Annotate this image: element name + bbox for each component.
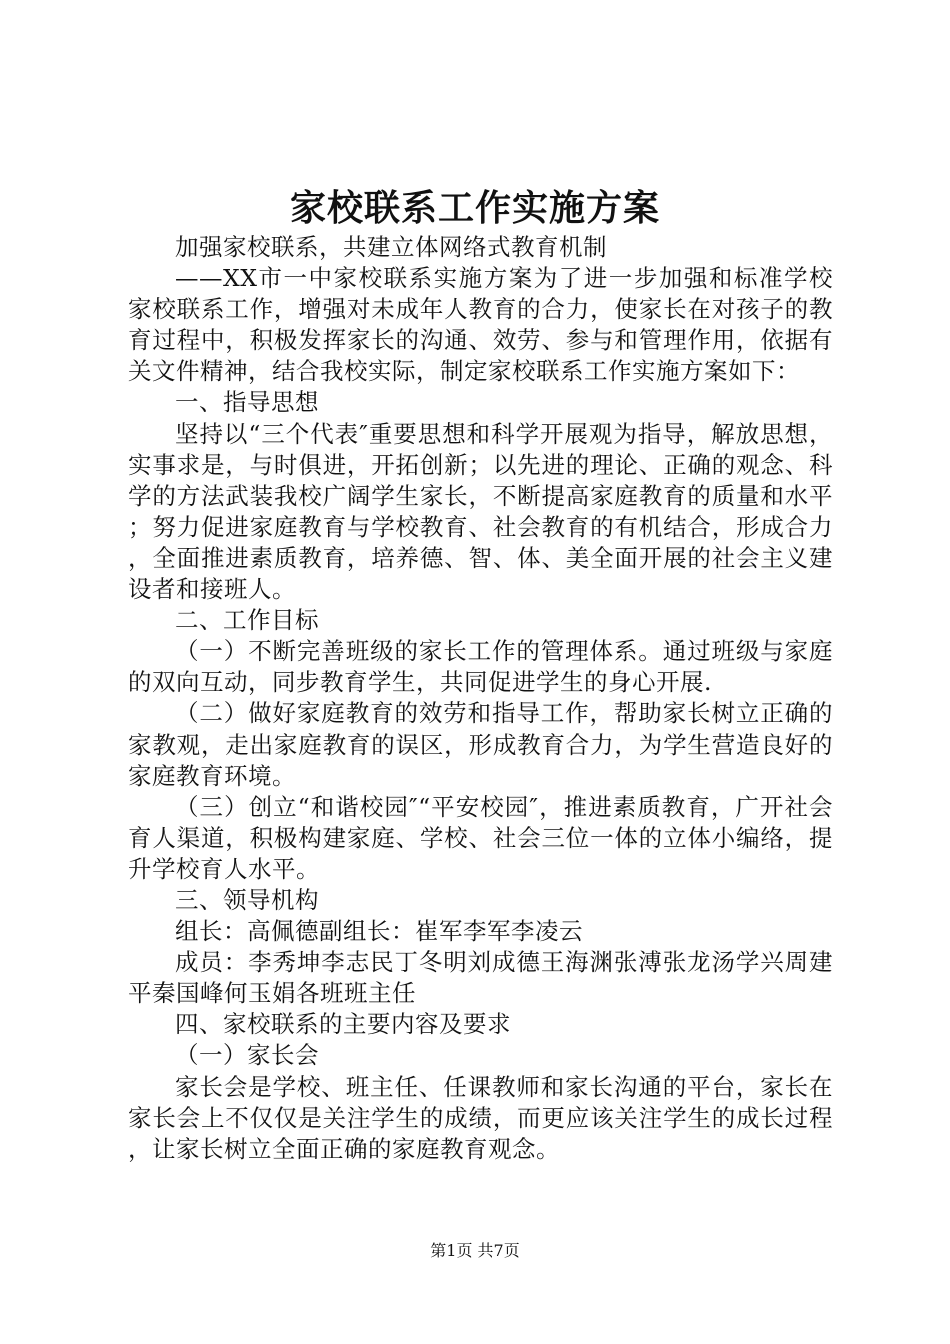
intro-paragraph: ——XX市一中家校联系实施方案为了进一步加强和标准学校家校联系工作，增强对未成年人教育的合力，使家长在对孩子的教育过程中，积极发挥家长的沟通、效劳、参与和管理作用，依据有关文件精神，结合我校实际，制定家校联系工作实施方案如下： <box>128 264 833 386</box>
section-heading-main-content: 四、家校联系的主要内容及要求 <box>175 1010 511 1039</box>
goal-item-2: （二）做好家庭教育的效劳和指导工作，帮助家长树立正确的家教观，走出家庭教育的误区，形成教育合力，为学生营造良好的家庭教育环境。 <box>128 699 833 790</box>
parent-meeting-paragraph: 家长会是学校、班主任、任课教师和家长沟通的平台，家长在家长会上不仅仅是关注学生的成绩，而更应该关注学生的成长过程，让家长树立全面正确的家庭教育观念。 <box>128 1072 833 1163</box>
page-footer: 第1页 共7页 <box>430 1241 520 1260</box>
goal-item-1: （一）不断完善班级的家长工作的管理体系。通过班级与家庭的双向互动，同步教育学生，共同促进学生的身心开展. <box>128 637 833 697</box>
leadership-leaders: 组长：高佩德副组长：崔军李军李凌云 <box>175 917 583 946</box>
guiding-ideology-paragraph: 坚持以“三个代表″重要思想和科学开展观为指导，解放思想，实事求是，与时俱进，开拓创新；以先进的理论、正确的观念、科学的方法武装我校广阔学生家长，不断提高家庭教育的质量和水平；努力促进家庭教育与学校教育、社会教育的有机结合，形成合力，全面推进素质教育，培养德、智、体、美全面开展的社会主义建设者和接班人。 <box>128 419 833 604</box>
subtitle-paragraph: 加强家校联系，共建立体网络式教育机制 <box>175 233 607 261</box>
section-heading-guiding-ideology: 一、指导思想 <box>175 388 319 417</box>
document-title: 家校联系工作实施方案 <box>289 187 660 229</box>
subsection-heading-parent-meeting: （一）家长会 <box>175 1041 319 1070</box>
section-heading-work-goals: 二、工作目标 <box>175 606 319 635</box>
document-body <box>128 232 833 1165</box>
section-heading-leadership: 三、领导机构 <box>175 885 319 914</box>
goal-item-3: （三）创立“和谐校园″“平安校园″，推进素质教育，广开社会育人渠道，积极构建家庭、学校、社会三位一体的立体小编络，提升学校育人水平。 <box>128 792 833 883</box>
leadership-members: 成员：李秀坤李志民丁冬明刘成德王海渊张溥张龙汤学兴周建平秦国峰何玉娟各班班主任 <box>128 948 833 1008</box>
